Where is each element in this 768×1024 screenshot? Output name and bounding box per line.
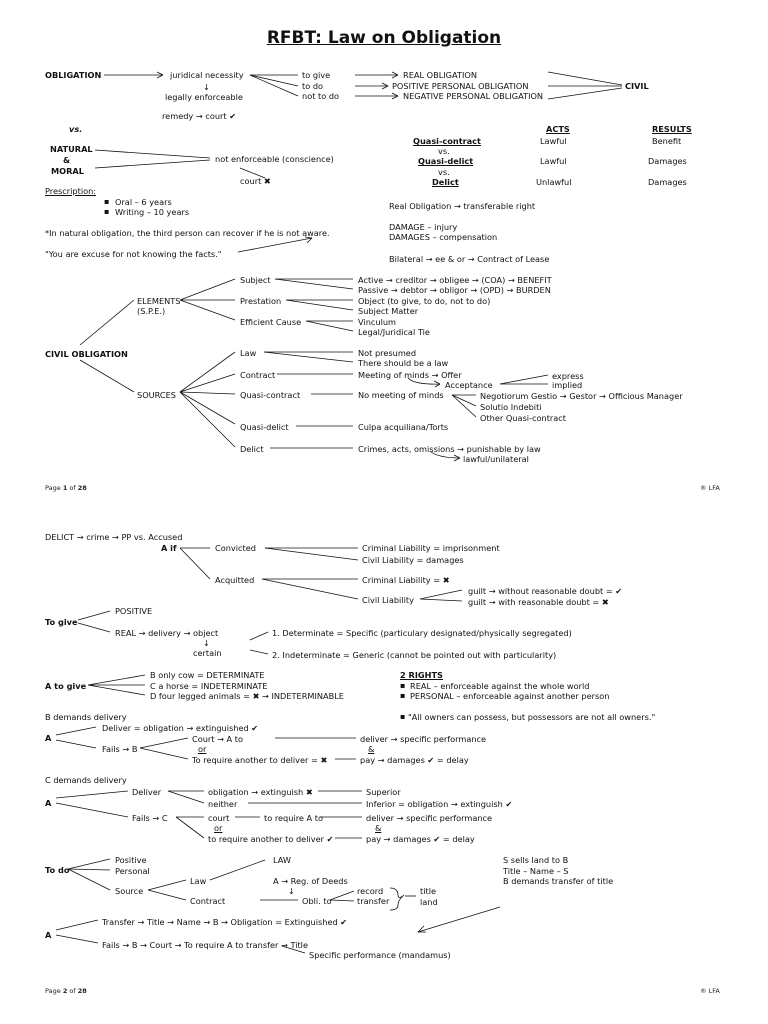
to-do: to do bbox=[302, 81, 324, 91]
source-contract: Contract bbox=[240, 370, 276, 380]
unlawful: Unlawful bbox=[536, 177, 572, 187]
guilt-1: guilt → without reasonable doubt = ✔ bbox=[468, 586, 623, 596]
culpa: Culpa acquiliana/Torts bbox=[358, 422, 449, 432]
criminal-liability-2: Criminal Liability = ✖ bbox=[362, 575, 450, 585]
personal-right: PERSONAL – enforceable against another person bbox=[410, 691, 610, 701]
court-a: Court → A to bbox=[192, 734, 243, 744]
acts-header: ACTS bbox=[546, 124, 570, 134]
object: Object (to give, to do, not to do) bbox=[358, 296, 491, 306]
certain: certain bbox=[193, 648, 222, 658]
source-delict: Delict bbox=[240, 444, 264, 454]
negative-obligation: NEGATIVE PERSONAL OBLIGATION bbox=[403, 91, 544, 101]
law-2: Law bbox=[190, 876, 207, 886]
vs-label: vs. bbox=[69, 124, 83, 134]
pay-damages-2: pay → damages ✔ = delay bbox=[366, 834, 475, 844]
fails-c: Fails → C bbox=[132, 813, 168, 823]
guilt-2: guilt → with reasonable doubt = ✖ bbox=[468, 597, 609, 607]
transfer-line: Transfer → Title → Name → B → Obligation = Extinguished ✔ bbox=[102, 917, 348, 927]
page-footer-2: Page 2 of 28 bbox=[45, 987, 87, 995]
damage-note: DAMAGE – injury bbox=[389, 222, 458, 232]
meeting-of-minds: Meeting of minds → Offer bbox=[358, 370, 462, 380]
delict-line: DELICT → crime → PP vs. Accused bbox=[45, 532, 183, 542]
lawful-unilateral: lawful/unilateral bbox=[463, 454, 529, 464]
source-quasi-delict: Quasi-delict bbox=[240, 422, 289, 432]
damages-1: Damages bbox=[648, 156, 687, 166]
down-arrow-3: ↓ bbox=[288, 886, 295, 896]
efficient-cause: Efficient Cause bbox=[240, 317, 302, 327]
court-2: court bbox=[208, 813, 230, 823]
positive-2: Positive bbox=[115, 855, 147, 865]
writing: Writing – 10 years bbox=[115, 207, 190, 217]
real-right: REAL – enforceable against the whole world bbox=[410, 681, 590, 691]
determinate: 1. Determinate = Specific (particulary designated/physically segregated) bbox=[272, 628, 572, 638]
lawful-2: Lawful bbox=[540, 156, 567, 166]
bullet: ▪ bbox=[400, 681, 406, 690]
elements: ELEMENTS bbox=[137, 296, 181, 306]
a-2: A bbox=[45, 798, 52, 808]
spe: (S.P.E.) bbox=[137, 306, 166, 316]
down-arrow: ↓ bbox=[203, 82, 210, 92]
damages-note: DAMAGES – compensation bbox=[389, 232, 498, 242]
land-word: land bbox=[420, 897, 438, 907]
not-to-do: not to do bbox=[302, 91, 340, 101]
to-require-a: to require A to bbox=[264, 813, 323, 823]
amp-2: & bbox=[375, 823, 382, 833]
title-word: title bbox=[420, 886, 437, 896]
subject-matter: Subject Matter bbox=[358, 306, 419, 316]
civil-liability-1: Civil Liability = damages bbox=[362, 555, 464, 565]
to-give-2: To give bbox=[45, 617, 78, 627]
page-title: RFBT: Law on Obligation bbox=[266, 28, 502, 48]
fails-line: Fails → B → Court → To require A to transfer → Title bbox=[102, 940, 308, 950]
d-four: D four legged animals = ✖ → INDETERMINABLE bbox=[150, 691, 344, 701]
prescription: Prescription: bbox=[45, 186, 97, 196]
moral-label: MORAL bbox=[51, 166, 84, 176]
prestation: Prestation bbox=[240, 296, 282, 306]
oral: Oral – 6 years bbox=[115, 197, 172, 207]
two-rights: 2 RIGHTS bbox=[400, 670, 443, 680]
implied: implied bbox=[552, 380, 583, 390]
c-demands: C demands delivery bbox=[45, 775, 127, 785]
vinculum: Vinculum bbox=[358, 317, 397, 327]
source: Source bbox=[115, 886, 144, 896]
obligation-extinguish-x: obligation → extinguish ✖ bbox=[208, 787, 313, 797]
neither: neither bbox=[208, 799, 238, 809]
a-if: A if bbox=[161, 543, 177, 553]
a-3: A bbox=[45, 930, 52, 940]
solutio: Solutio Indebiti bbox=[480, 402, 542, 412]
b-cow: B only cow = DETERMINATE bbox=[150, 670, 265, 680]
bullet: ▪ bbox=[104, 197, 110, 206]
sources: SOURCES bbox=[137, 390, 177, 400]
civil-label: CIVIL bbox=[625, 81, 649, 91]
title-name: Title – Name – S bbox=[503, 866, 569, 876]
positive: POSITIVE bbox=[115, 606, 153, 616]
source-law: Law bbox=[240, 348, 257, 358]
not-presumed: Not presumed bbox=[358, 348, 417, 358]
acquitted: Acquitted bbox=[215, 575, 255, 585]
b-demands: B demands delivery bbox=[45, 712, 127, 722]
record: record bbox=[357, 886, 384, 896]
specific-mandamus: Specific performance (mandamus) bbox=[309, 950, 451, 960]
not-enforceable: not enforceable (conscience) bbox=[215, 154, 334, 164]
deliver-specific-1: deliver → specific performance bbox=[360, 734, 487, 744]
all-owners: "All owners can possess, but possessors are not all owners." bbox=[408, 712, 656, 722]
passive: Passive → debtor → obligor → (OPD) → BURDEN bbox=[358, 285, 551, 295]
or-1: or bbox=[198, 744, 207, 754]
b-demands-title: B demands transfer of title bbox=[503, 876, 614, 886]
to-give: to give bbox=[302, 70, 331, 80]
indeterminate: 2. Indeterminate = Generic (cannot be pointed out with particularity) bbox=[272, 650, 557, 660]
civil-liability-2: Civil Liability bbox=[362, 595, 414, 605]
convicted: Convicted bbox=[215, 543, 256, 553]
damages-2: Damages bbox=[648, 177, 687, 187]
negotiorum: Negotiorum Gestio → Gestor → Officious Manager bbox=[480, 391, 683, 401]
benefit: Benefit bbox=[652, 136, 682, 146]
other-qc: Other Quasi-contract bbox=[480, 413, 567, 423]
legally-enforceable: legally enforceable bbox=[165, 92, 243, 102]
subject: Subject bbox=[240, 275, 271, 285]
deliver-extinguished: Deliver = obligation → extinguished ✔ bbox=[102, 723, 259, 733]
quasi-delict: Quasi-delict bbox=[418, 156, 474, 166]
express: express bbox=[552, 371, 584, 381]
real-note: Real Obligation → transferable right bbox=[389, 201, 536, 211]
a-reg-deeds: A → Reg. of Deeds bbox=[273, 876, 348, 886]
or-2: or bbox=[214, 823, 223, 833]
amp-label: & bbox=[63, 155, 71, 165]
amp-1: & bbox=[368, 744, 375, 754]
excuse-quote: "You are excuse for not knowing the facts." bbox=[45, 249, 222, 259]
legal-tie: Legal/Juridical Tie bbox=[358, 327, 430, 337]
source-quasi-contract: Quasi-contract bbox=[240, 390, 301, 400]
acceptance: Acceptance bbox=[445, 380, 493, 390]
juridical-necessity: juridical necessity bbox=[170, 70, 244, 80]
results-header: RESULTS bbox=[652, 124, 692, 134]
real-delivery: REAL → delivery → object bbox=[115, 628, 219, 638]
lfa-mark-1: ® LFA bbox=[700, 484, 720, 492]
civil-obligation: CIVIL OBLIGATION bbox=[45, 349, 128, 359]
superior: Superior bbox=[366, 787, 401, 797]
court-x: court ✖ bbox=[240, 176, 271, 186]
positive-obligation: POSITIVE PERSONAL OBLIGATION bbox=[392, 81, 529, 91]
deliver-specific-2: deliver → specific performance bbox=[366, 813, 493, 823]
a-to-give: A to give bbox=[45, 681, 87, 691]
bullet: ▪ bbox=[400, 712, 406, 721]
law-top: LAW bbox=[273, 855, 291, 865]
require-another-2: to require another to deliver ✔ bbox=[208, 834, 334, 844]
deliver-2: Deliver bbox=[132, 787, 162, 797]
require-another-1: To require another to deliver = ✖ bbox=[192, 755, 328, 765]
vs-1: vs. bbox=[438, 146, 450, 156]
contract-2: Contract bbox=[190, 896, 226, 906]
lfa-mark-2: ® LFA bbox=[700, 987, 720, 995]
crimes: Crimes, acts, omissions → punishable by law bbox=[358, 444, 541, 454]
obligation-label: OBLIGATION bbox=[45, 70, 102, 80]
should-law: There should be a law bbox=[358, 358, 449, 368]
natural-note: *In natural obligation, the third person can recover if he is not aware. bbox=[45, 228, 330, 238]
bullet: ▪ bbox=[104, 207, 110, 216]
c-horse: C a horse = INDETERMINATE bbox=[150, 681, 268, 691]
to-do-2: To do bbox=[45, 865, 70, 875]
real-obligation: REAL OBLIGATION bbox=[403, 70, 477, 80]
inferior: Inferior = obligation → extinguish ✔ bbox=[366, 799, 513, 809]
pay-damages-1: pay → damages ✔ = delay bbox=[360, 755, 469, 765]
lawful-1: Lawful bbox=[540, 136, 567, 146]
obli-to: Obli. to bbox=[302, 896, 332, 906]
no-meeting: No meeting of minds bbox=[358, 390, 444, 400]
vs-2: vs. bbox=[438, 167, 450, 177]
transfer: transfer bbox=[357, 896, 390, 906]
quasi-contract: Quasi-contract bbox=[413, 136, 481, 146]
down-arrow-2: ↓ bbox=[203, 638, 210, 648]
delict: Delict bbox=[432, 177, 459, 187]
fails-b: Fails → B bbox=[102, 744, 138, 754]
bilateral-note: Bilateral → ee & or → Contract of Lease bbox=[389, 254, 550, 264]
criminal-liability-1: Criminal Liability = imprisonment bbox=[362, 543, 500, 553]
page-footer-1: Page 1 of 28 bbox=[45, 484, 87, 492]
remedy-court: remedy → court ✔ bbox=[162, 111, 237, 121]
natural-label: NATURAL bbox=[50, 144, 93, 154]
s-sells: S sells land to B bbox=[503, 855, 569, 865]
a-1: A bbox=[45, 733, 52, 743]
personal-2: Personal bbox=[115, 866, 150, 876]
bullet: ▪ bbox=[400, 691, 406, 700]
active: Active → creditor → obligee → (COA) → BENEFIT bbox=[358, 275, 552, 285]
